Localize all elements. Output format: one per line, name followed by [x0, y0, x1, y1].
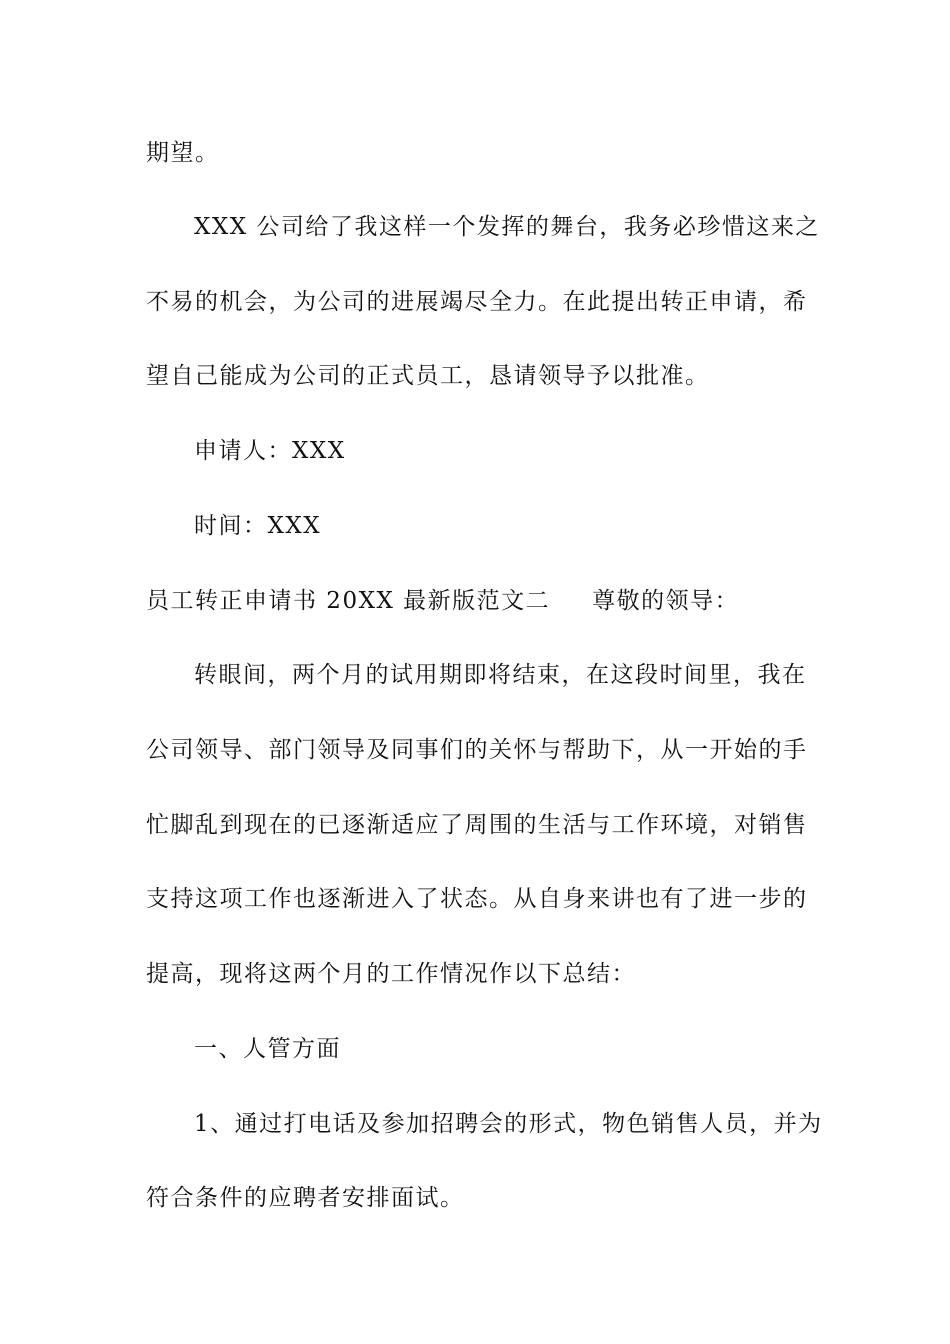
paragraph-line: 望自己能成为公司的正式员工，恳请领导予以批准。 — [146, 363, 710, 389]
paragraph-line: XXX 公司给了我这样一个发挥的舞台，我务必珍惜这来之 — [194, 214, 820, 240]
paragraph-line: 公司领导、部门领导及同事们的关怀与帮助下，从一开始的手 — [146, 737, 808, 763]
paragraph-line: 符合条件的应聘者安排面试。 — [146, 1185, 465, 1211]
paragraph-line: 忙脚乱到现在的已逐渐适应了周围的生活与工作环境，对销售 — [146, 812, 808, 838]
paragraph-line: 1、通过打电话及参加招聘会的形式，物色销售人员，并为 — [194, 1111, 823, 1137]
paragraph-line: 支持这项工作也逐渐进入了状态。从自身来讲也有了进一步的 — [146, 886, 808, 912]
salutation: 尊敬的领导： — [592, 588, 740, 614]
section-heading: 一、人管方面 — [194, 1036, 341, 1062]
paragraph-line: 提高，现将这两个月的工作情况作以下总结： — [146, 961, 636, 987]
applicant-line: 申请人：XXX — [194, 438, 346, 464]
paragraph-line: 期望。 — [146, 140, 220, 166]
heading-line — [146, 586, 826, 616]
section-title: 员工转正申请书 20XX 最新版范文二 — [146, 588, 551, 614]
paragraph-line: 不易的机会，为公司的进展竭尽全力。在此提出转正申请，希 — [146, 289, 808, 315]
date-line: 时间：XXX — [194, 513, 322, 539]
paragraph-line: 转眼间，两个月的试用期即将结束，在这段时间里，我在 — [194, 662, 807, 688]
